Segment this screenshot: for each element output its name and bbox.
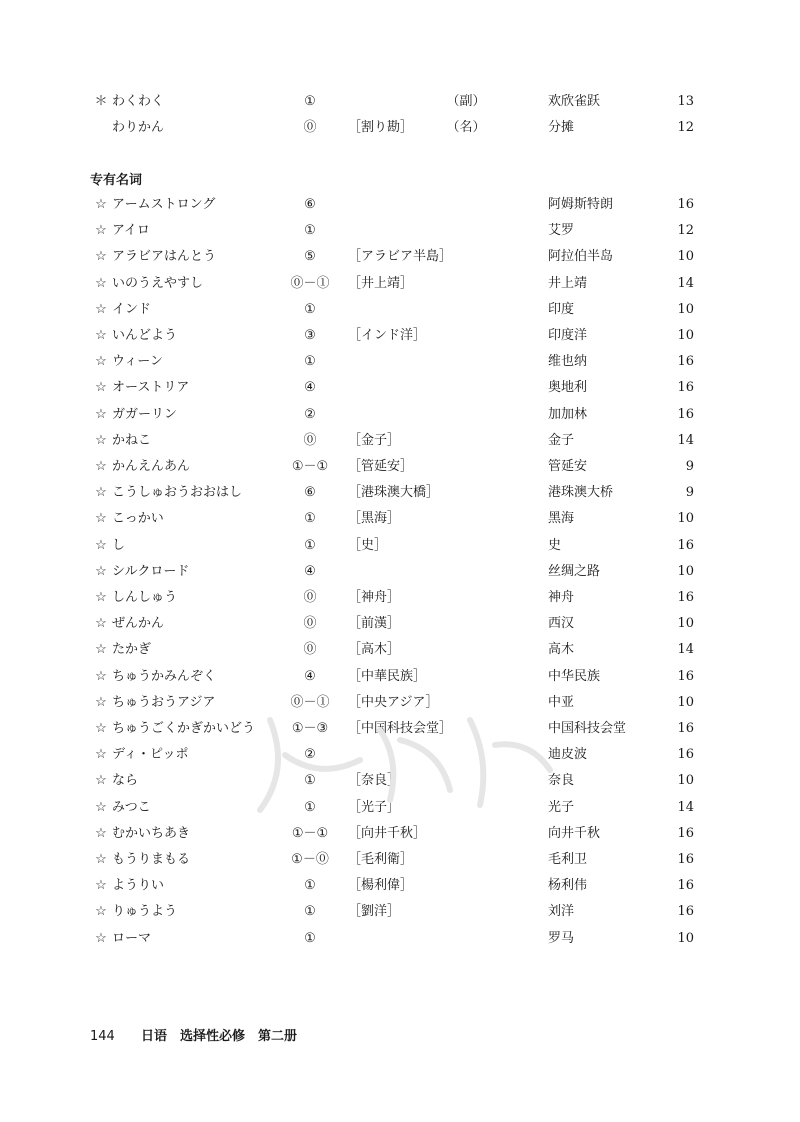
- vocabulary-row: [0, 324, 800, 348]
- vocabulary-row: [0, 717, 800, 741]
- entry-accent: ③: [304, 328, 316, 343]
- entry-kanji: ［神舟］: [348, 590, 401, 605]
- entry-kanji: ［向井千秋］: [348, 825, 427, 841]
- entry-lesson: 14: [677, 642, 694, 658]
- vocabulary-row: [0, 586, 800, 610]
- vocabulary-row: [0, 638, 800, 662]
- entry-kanji: ［中央アジア］: [348, 694, 439, 710]
- entry-chinese: 印度洋: [548, 328, 588, 343]
- entry-mark: ☆: [95, 616, 107, 632]
- entry-kana: ちゅうかみんぞく: [112, 668, 217, 684]
- entry-kanji: ［中国科技会堂］: [348, 721, 453, 736]
- entry-chinese: 罗马: [548, 930, 575, 946]
- entry-mark: ☆: [95, 852, 107, 867]
- entry-kanji: ［高木］: [348, 642, 401, 658]
- entry-kana: みつこ: [112, 799, 151, 815]
- entry-mark: ☆: [95, 799, 107, 815]
- entry-mark: ☆: [95, 642, 107, 658]
- entry-chinese: 史: [548, 537, 562, 553]
- vocabulary-row: [0, 900, 800, 924]
- entry-mark: ☆: [95, 354, 107, 370]
- vocabulary-row: [0, 429, 800, 453]
- entry-kana: こうしゅおうおおはし: [112, 485, 243, 501]
- entry-mark: ☆: [95, 590, 107, 605]
- vocabulary-row: [0, 848, 800, 872]
- entry-kana: いのうえやすし: [112, 275, 204, 291]
- entry-accent: ⑥: [304, 197, 316, 212]
- entry-kanji: ［奈良］: [348, 773, 401, 789]
- entry-accent: ①: [304, 94, 316, 109]
- entry-kana: いんどよう: [112, 328, 178, 343]
- entry-mark: ☆: [95, 747, 107, 763]
- entry-lesson: 16: [677, 825, 694, 841]
- entry-chinese: 丝绸之路: [548, 563, 601, 579]
- entry-chinese: 港珠澳大桥: [548, 485, 614, 501]
- entry-lesson: 9: [685, 459, 694, 474]
- vocabulary-row: [0, 90, 800, 114]
- vocabulary-row: [0, 403, 800, 427]
- vocabulary-row: [0, 455, 800, 479]
- vocabulary-row: [0, 481, 800, 505]
- entry-lesson: 10: [677, 930, 694, 946]
- entry-lesson: 16: [677, 878, 694, 894]
- entry-accent: ①－③: [291, 721, 329, 736]
- entry-kana: ようりい: [112, 878, 165, 894]
- page-number: 144: [90, 1029, 115, 1044]
- entry-kanji: ［港珠澳大橋］: [348, 485, 440, 501]
- entry-chinese: 光子: [548, 799, 575, 815]
- entry-mark: ☆: [95, 721, 107, 736]
- entry-kana: ちゅうごくかぎかいどう: [112, 721, 256, 736]
- vocabulary-row: [0, 534, 800, 558]
- entry-kanji: ［インド洋］: [348, 328, 427, 343]
- entry-kana: むかいちあき: [112, 825, 191, 841]
- entry-chinese: 管延安: [548, 459, 588, 474]
- entry-accent: ①: [304, 878, 316, 894]
- entry-accent: ①: [304, 301, 316, 317]
- entry-kana: りゅうよう: [112, 904, 178, 920]
- entry-accent: ⓪－①: [290, 694, 330, 710]
- entry-chinese: 神舟: [548, 590, 575, 605]
- entry-accent: ①－①: [291, 459, 329, 474]
- entry-chinese: 黑海: [548, 511, 575, 527]
- entry-accent: ①: [304, 511, 316, 527]
- entry-accent: ②: [304, 747, 316, 763]
- entry-accent: ①: [304, 354, 316, 370]
- vocabulary-row: [0, 560, 800, 584]
- entry-accent: ⓪: [303, 432, 317, 448]
- entry-lesson: 16: [677, 721, 694, 736]
- entry-chinese: 中亚: [548, 694, 575, 710]
- entry-chinese: 高木: [548, 642, 575, 658]
- entry-lesson: 10: [677, 511, 694, 527]
- entry-kanji: ［毛利衛］: [348, 852, 414, 867]
- entry-mark: ☆: [95, 563, 107, 579]
- entry-kanji: ［劉洋］: [348, 904, 401, 920]
- entry-kana: かねこ: [112, 432, 152, 448]
- entry-mark: ☆: [95, 537, 107, 553]
- entry-mark: ☆: [95, 328, 107, 343]
- vocabulary-row: [0, 376, 800, 400]
- entry-chinese: 阿拉伯半岛: [548, 249, 614, 265]
- entry-mark: ☆: [95, 197, 107, 212]
- entry-lesson: 13: [677, 94, 694, 109]
- entry-kanji: ［黒海］: [348, 511, 401, 527]
- entry-chinese: 奥地利: [548, 380, 588, 396]
- entry-accent: ⓪－①: [290, 275, 330, 291]
- entry-chinese: 中华民族: [548, 668, 601, 684]
- entry-lesson: 10: [677, 616, 694, 632]
- entry-accent: ④: [304, 668, 316, 684]
- entry-accent: ⑥: [304, 485, 316, 501]
- entry-mark: ☆: [95, 825, 107, 841]
- entry-accent: ①: [304, 223, 316, 239]
- entry-chinese: 杨利伟: [548, 878, 588, 894]
- entry-lesson: 14: [677, 275, 694, 291]
- entry-lesson: 12: [677, 120, 694, 135]
- entry-mark: ＊: [94, 94, 108, 109]
- entry-accent: ①: [304, 773, 316, 789]
- entry-accent: ①: [304, 930, 316, 946]
- entry-chinese: 奈良: [548, 773, 575, 789]
- entry-mark: ☆: [95, 249, 107, 265]
- entry-chinese: 分摊: [548, 120, 575, 135]
- entry-kana: たかぎ: [112, 642, 152, 658]
- entry-accent: ①－①: [291, 825, 329, 841]
- entry-mark: ☆: [95, 223, 107, 239]
- entry-chinese: 刘洋: [548, 904, 575, 920]
- vocabulary-row: [0, 874, 800, 898]
- vocabulary-row: [0, 769, 800, 793]
- entry-chinese: 中国科技会堂: [548, 721, 627, 736]
- book-title: 日语 选择性必修 第二册: [140, 1029, 297, 1044]
- vocabulary-row: [0, 219, 800, 243]
- entry-lesson: 16: [677, 197, 694, 212]
- vocabulary-row: [0, 665, 800, 689]
- entry-kana: もうりまもる: [112, 852, 191, 867]
- entry-lesson: 16: [677, 406, 694, 422]
- entry-chinese: 阿姆斯特朗: [548, 197, 614, 212]
- entry-lesson: 14: [677, 799, 694, 815]
- entry-lesson: 10: [677, 328, 694, 343]
- entry-chinese: 毛利卫: [548, 852, 588, 867]
- entry-kana: ちゅうおうアジア: [112, 694, 216, 710]
- vocabulary-row: [0, 298, 800, 322]
- entry-chinese: 井上靖: [548, 275, 588, 291]
- entry-accent: ⓪: [303, 642, 317, 658]
- entry-mark: ☆: [95, 694, 107, 710]
- entry-chinese: 加加林: [548, 406, 588, 422]
- entry-lesson: 12: [677, 223, 694, 239]
- entry-accent: ⓪: [303, 120, 317, 135]
- entry-kana: し: [112, 537, 126, 553]
- entry-accent: ⑤: [304, 249, 316, 265]
- entry-lesson: 16: [677, 537, 694, 553]
- vocabulary-row: [0, 350, 800, 374]
- entry-accent: ①: [304, 799, 316, 815]
- entry-lesson: 9: [685, 485, 694, 501]
- entry-accent: ①: [304, 904, 316, 920]
- entry-mark: ☆: [95, 930, 107, 946]
- entry-kanji: ［前漢］: [348, 616, 401, 632]
- vocabulary-row: [0, 612, 800, 636]
- entry-chinese: 向井千秋: [548, 825, 601, 841]
- entry-mark: ☆: [95, 459, 107, 474]
- entry-accent: ④: [304, 380, 316, 396]
- entry-kanji: ［史］: [348, 537, 388, 553]
- entry-kana: わりかん: [112, 120, 165, 135]
- entry-accent: ①: [304, 537, 316, 553]
- entry-chinese: 迪皮波: [548, 747, 588, 763]
- entry-kana: インド: [112, 301, 152, 317]
- entry-chinese: 欢欣雀跃: [548, 94, 601, 109]
- entry-kana: シルクロード: [112, 563, 190, 579]
- vocabulary-row: [0, 272, 800, 296]
- entry-lesson: 16: [677, 747, 694, 763]
- entry-mark: ☆: [95, 485, 107, 501]
- entry-lesson: 10: [677, 301, 694, 317]
- entry-mark: ☆: [95, 275, 107, 291]
- entry-mark: ☆: [95, 511, 107, 527]
- entry-chinese: 金子: [548, 432, 575, 448]
- entry-lesson: 16: [677, 590, 694, 605]
- entry-mark: ☆: [95, 878, 107, 894]
- entry-kana: アームストロング: [112, 197, 216, 212]
- entry-accent: ②: [304, 406, 316, 422]
- entry-kana: こっかい: [112, 511, 164, 527]
- entry-part-of-speech: （名）: [446, 120, 486, 135]
- entry-chinese: 艾罗: [548, 223, 575, 239]
- entry-accent: ①－⓪: [291, 852, 329, 867]
- entry-accent: ⓪: [303, 590, 317, 605]
- entry-kanji: ［割り勘］: [348, 120, 414, 135]
- entry-kana: なら: [112, 773, 139, 789]
- entry-chinese: 印度: [548, 301, 575, 317]
- entry-mark: ☆: [95, 773, 107, 789]
- entry-kanji: ［金子］: [348, 432, 401, 448]
- entry-kana: かんえんあん: [112, 459, 191, 474]
- entry-lesson: 10: [677, 773, 694, 789]
- vocabulary-row: [0, 927, 800, 951]
- entry-kanji: ［アラビア半島］: [348, 249, 453, 265]
- entry-kana: アイロ: [112, 223, 150, 239]
- entry-accent: ⓪: [303, 616, 317, 632]
- vocabulary-row: [0, 193, 800, 217]
- entry-kana: アラビアはんとう: [112, 249, 217, 265]
- entry-kanji: ［管延安］: [348, 459, 414, 474]
- entry-mark: ☆: [95, 380, 107, 396]
- entry-mark: ☆: [95, 432, 107, 448]
- entry-kanji: ［楊利偉］: [348, 878, 414, 894]
- entry-lesson: 10: [677, 563, 694, 579]
- entry-kana: オーストリア: [112, 380, 190, 396]
- entry-accent: ④: [304, 563, 316, 579]
- entry-lesson: 14: [677, 432, 694, 448]
- entry-kana: わくわく: [112, 94, 165, 109]
- entry-lesson: 10: [677, 249, 694, 265]
- entry-chinese: 维也纳: [548, 354, 588, 370]
- entry-part-of-speech: （副）: [446, 94, 486, 109]
- entry-kana: ディ・ピッポ: [112, 747, 189, 763]
- entry-kana: しんしゅう: [112, 590, 178, 605]
- entry-mark: ☆: [95, 301, 107, 317]
- entry-kanji: ［光子］: [348, 799, 401, 815]
- entry-mark: ☆: [95, 406, 107, 422]
- entry-lesson: 16: [677, 668, 694, 684]
- entry-kana: ガガーリン: [112, 406, 178, 422]
- vocabulary-row: [0, 507, 800, 531]
- vocabulary-row: [0, 796, 800, 820]
- entry-lesson: 16: [677, 354, 694, 370]
- entry-kana: ウィーン: [112, 354, 163, 370]
- section-title: 专有名词: [90, 173, 143, 188]
- entry-lesson: 16: [677, 852, 694, 867]
- entry-kanji: ［中華民族］: [348, 668, 427, 684]
- entry-lesson: 16: [677, 380, 694, 396]
- entry-mark: ☆: [95, 668, 107, 684]
- entry-kanji: ［井上靖］: [348, 275, 414, 291]
- entry-mark: ☆: [95, 904, 107, 920]
- vocabulary-row: [0, 691, 800, 715]
- page-footer: [90, 1026, 297, 1048]
- entry-kana: ローマ: [112, 930, 152, 946]
- entry-kana: ぜんかん: [112, 616, 165, 632]
- entry-chinese: 西汉: [548, 616, 575, 632]
- vocabulary-row: [0, 116, 800, 140]
- vocabulary-row: [0, 245, 800, 269]
- vocabulary-row: [0, 822, 800, 846]
- entry-lesson: 16: [677, 904, 694, 920]
- entry-lesson: 10: [677, 694, 694, 710]
- vocabulary-row: [0, 743, 800, 767]
